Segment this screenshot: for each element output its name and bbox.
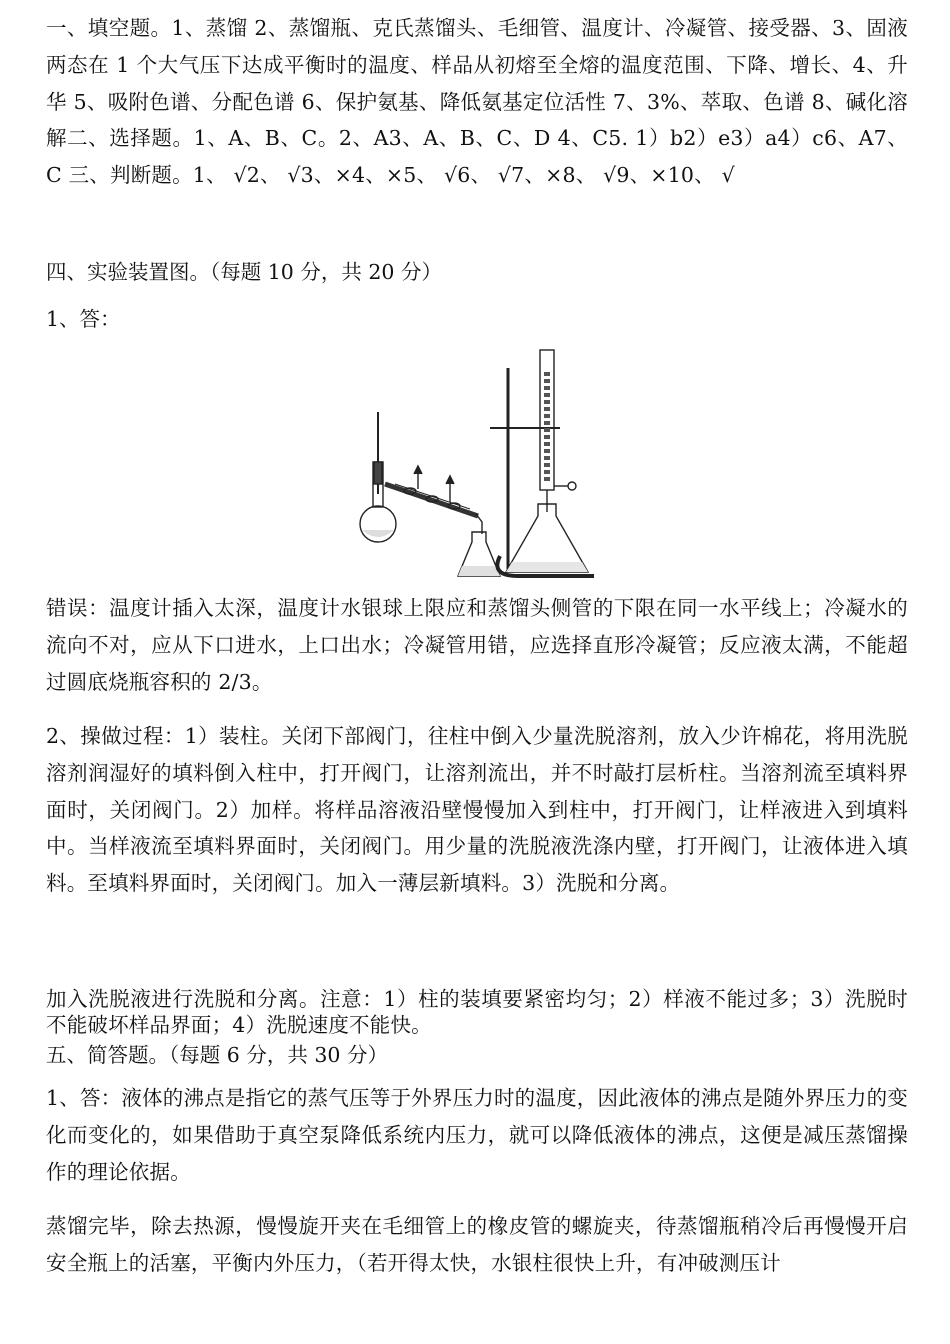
error-explanation: 错误：温度计插入太深，温度计水银球上限应和蒸馏头侧管的下限在同一水平线上；冷凝水的流向不对，应从下口进水，上口出水；冷凝管用错，应选择直形冷凝管；反应液太满，不能超过圆底烧瓶容积的 2/3。 xyxy=(46,596,908,694)
section-4-title: 四、实验装置图。（每题 10 分，共 20 分） xyxy=(46,260,442,284)
question-2-notes: 加入洗脱液进行洗脱和分离。注意：1）柱的装填要紧密均匀；2）样液不能过多；3）洗脱时不能破坏样品界面；4）洗脱速度不能快。 xyxy=(46,987,908,1037)
chromatography-column xyxy=(540,350,554,490)
answer-5-1-continued: 蒸馏完毕，除去热源，慢慢旋开夹在毛细管上的橡皮管的螺旋夹，待蒸馏瓶稍冷后再慢慢开启安全瓶上的活塞，平衡内外压力，（若开得太快，水银柱很快上升，有冲破测压计 xyxy=(46,1214,908,1275)
answer-5-1: 1、答：液体的沸点是指它的蒸气压等于外界压力时的温度，因此液体的沸点是随外界压力的变化而变化的，如果借助于真空泵降低系统内压力，就可以降低液体的沸点，这便是减压蒸馏操作的理论依据。 xyxy=(46,1086,908,1184)
question-2-procedure: 2、操做过程：1）装柱。关闭下部阀门，往柱中倒入少量洗脱溶剂，放入少许棉花，将用洗脱溶剂润湿好的填料倒入柱中，打开阀门，让溶剂流出，并不时敲打层析柱。当溶剂流至填料界面时，关闭阀门。2）加样。将样品溶液沿壁慢慢加入到柱中，打开阀门，让样液进入到填料中。当样液流至填料界面时，关闭阀门。用少量的洗脱液洗涤内壁，打开阀门，让液体进入填料。至填料界面时，关闭阀门。加入一薄层新填料。3）洗脱和分离。 xyxy=(46,724,908,896)
collection-flask xyxy=(506,504,588,572)
distillation-apparatus-figure xyxy=(350,344,610,586)
section-5-title: 五、简答题。（每题 6 分，共 30 分） xyxy=(46,1043,388,1067)
answers-section-1-3: 一、填空题。1、蒸馏 2、蒸馏瓶、克氏蒸馏头、毛细管、温度计、冷凝管、接受器、3、固液两态在 1 个大气压下达成平衡时的温度、样品从初熔至全熔的温度范围、下降、增长、4、升华 5、吸附色谱、分配色谱 6、保护氨基、降低氨基定位活性 7、3%、萃取、色谱 8、碱化溶解二、选择题。1、A、B、C。2、A3、A、B、C、D 4、C5. 1）b2）e3）a4）c6、A7、C 三、判断题。1、 √2、 √3、×4、×5、 √6、 √7、×8、 √9、×10、 √ xyxy=(46,16,908,188)
question-1-label: 1、答： xyxy=(46,307,121,331)
apparatus-drawing xyxy=(350,344,610,586)
condenser xyxy=(385,484,478,516)
